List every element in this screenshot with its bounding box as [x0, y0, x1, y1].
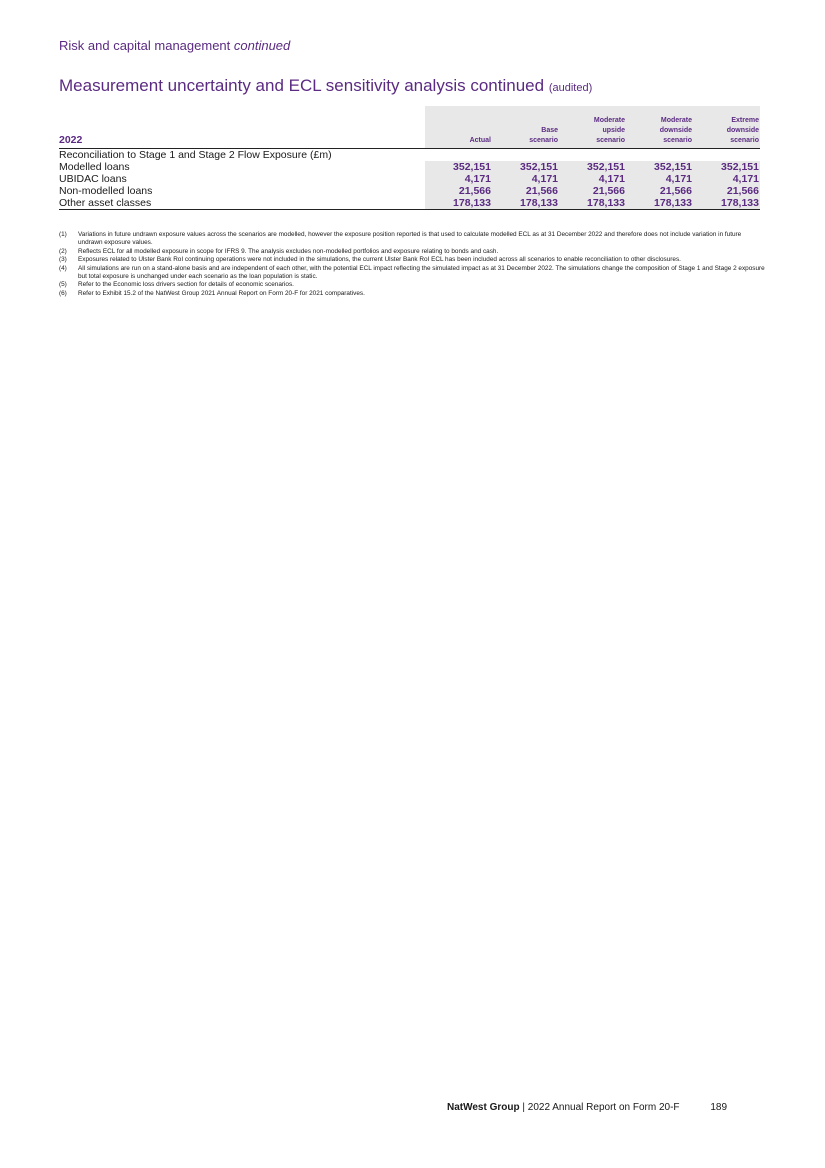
footer-report: 2022 Annual Report on Form 20-F — [527, 1102, 680, 1113]
col-header-moderate-downside: Moderate downside scenario — [659, 117, 692, 144]
cell-value: 178,133 — [587, 197, 625, 209]
footer-brand: NatWest Group — [447, 1102, 520, 1113]
footnote-text: Exposures related to Ulster Bank RoI continuing operations were not included in the simulations, the current Ulster Bank RoI ECL has been included across all scenarios to enable reconciliation to other disclosures. — [78, 256, 681, 264]
footnote-number: (2) — [59, 247, 67, 255]
footnote-text: All simulations are run on a stand-alone basis and are independent of each other, with the potential ECL impact reflecting the simulated impact as at 31 December 2022. The simulations change the composition of Stage 1 and Stage 2 exposure but total exposure is unchanged under each scenario as the loan population is static. — [78, 264, 765, 281]
footnote — [59, 248, 765, 256]
footnote — [59, 265, 765, 282]
col-header-base: Base scenario — [529, 127, 558, 144]
table-row — [59, 161, 760, 173]
table-header — [59, 106, 760, 149]
table-year: 2022 — [59, 134, 83, 146]
table-row — [59, 197, 760, 210]
cell-value: 4,171 — [464, 173, 491, 185]
page-title — [59, 76, 592, 96]
row-label: Modelled loans — [59, 161, 130, 173]
footnote-number: (4) — [59, 264, 67, 272]
table-subheading-row — [59, 149, 760, 161]
cell-value: 21,566 — [659, 185, 692, 197]
section-suffix: continued — [233, 38, 291, 53]
ecl-exposure-table — [59, 106, 760, 210]
cell-value: 21,566 — [592, 185, 625, 197]
cell-value: 21,566 — [726, 185, 759, 197]
table-row — [59, 185, 760, 197]
footnote-number: (5) — [59, 281, 67, 289]
audited-tag: (audited) — [548, 82, 593, 94]
page-footer — [447, 1102, 727, 1113]
footnote-text: Variations in future undrawn exposure values across the scenarios are modelled, however the exposure position reported is that used to calculate modelled ECL as at 31 December 2022 and therefore does not include variation in future undrawn exposure values. — [78, 231, 742, 247]
cell-value: 4,171 — [732, 173, 759, 185]
footnote — [59, 290, 765, 298]
cell-value: 21,566 — [458, 185, 491, 197]
cell-value: 178,133 — [721, 197, 759, 209]
footer-separator: | — [522, 1102, 525, 1113]
footnote-text: Refer to Exhibit 15.2 of the NatWest Group 2021 Annual Report on Form 20-F for 2021 comparatives. — [78, 289, 365, 297]
footnote-number: (1) — [59, 231, 67, 238]
table-row — [59, 173, 760, 185]
cell-value: 352,151 — [453, 161, 491, 173]
footnotes — [59, 231, 765, 298]
table-subheading: Reconciliation to Stage 1 and Stage 2 Flow Exposure (£m) — [59, 149, 332, 161]
col-header-actual: Actual — [469, 137, 491, 144]
cell-value: 178,133 — [520, 197, 558, 209]
footnote-number: (3) — [59, 256, 67, 264]
row-label: Non-modelled loans — [59, 185, 153, 197]
section-name: Risk and capital management — [59, 38, 231, 53]
col-header-extreme-downside: Extreme downside scenario — [726, 117, 759, 144]
footnote-text: Refer to the Economic loss drivers section for details of economic scenarios. — [78, 281, 294, 289]
cell-value: 352,151 — [520, 161, 558, 173]
row-label: Other asset classes — [59, 197, 152, 209]
page-title-text: Measurement uncertainty and ECL sensitivity analysis continued — [59, 76, 545, 95]
cell-value: 178,133 — [453, 197, 491, 209]
col-header-moderate-upside: Moderate upside scenario — [593, 117, 625, 144]
cell-value: 178,133 — [654, 197, 692, 209]
footnote-number: (6) — [59, 289, 67, 297]
cell-value: 4,171 — [665, 173, 692, 185]
page-number: 189 — [710, 1102, 728, 1113]
cell-value: 21,566 — [525, 185, 558, 197]
footnote — [59, 281, 765, 289]
cell-value: 352,151 — [654, 161, 692, 173]
cell-value: 352,151 — [587, 161, 625, 173]
cell-value: 352,151 — [721, 161, 759, 173]
footnote-text: Reflects ECL for all modelled exposure in scope for IFRS 9. The analysis excludes non-modelled portfolios and exposure relating to bonds and cash. — [78, 247, 499, 255]
footnote — [59, 231, 765, 248]
cell-value: 4,171 — [598, 173, 625, 185]
section-title — [59, 38, 290, 53]
cell-value: 4,171 — [531, 173, 558, 185]
row-label: UBIDAC loans — [59, 173, 127, 185]
footnote — [59, 256, 765, 264]
